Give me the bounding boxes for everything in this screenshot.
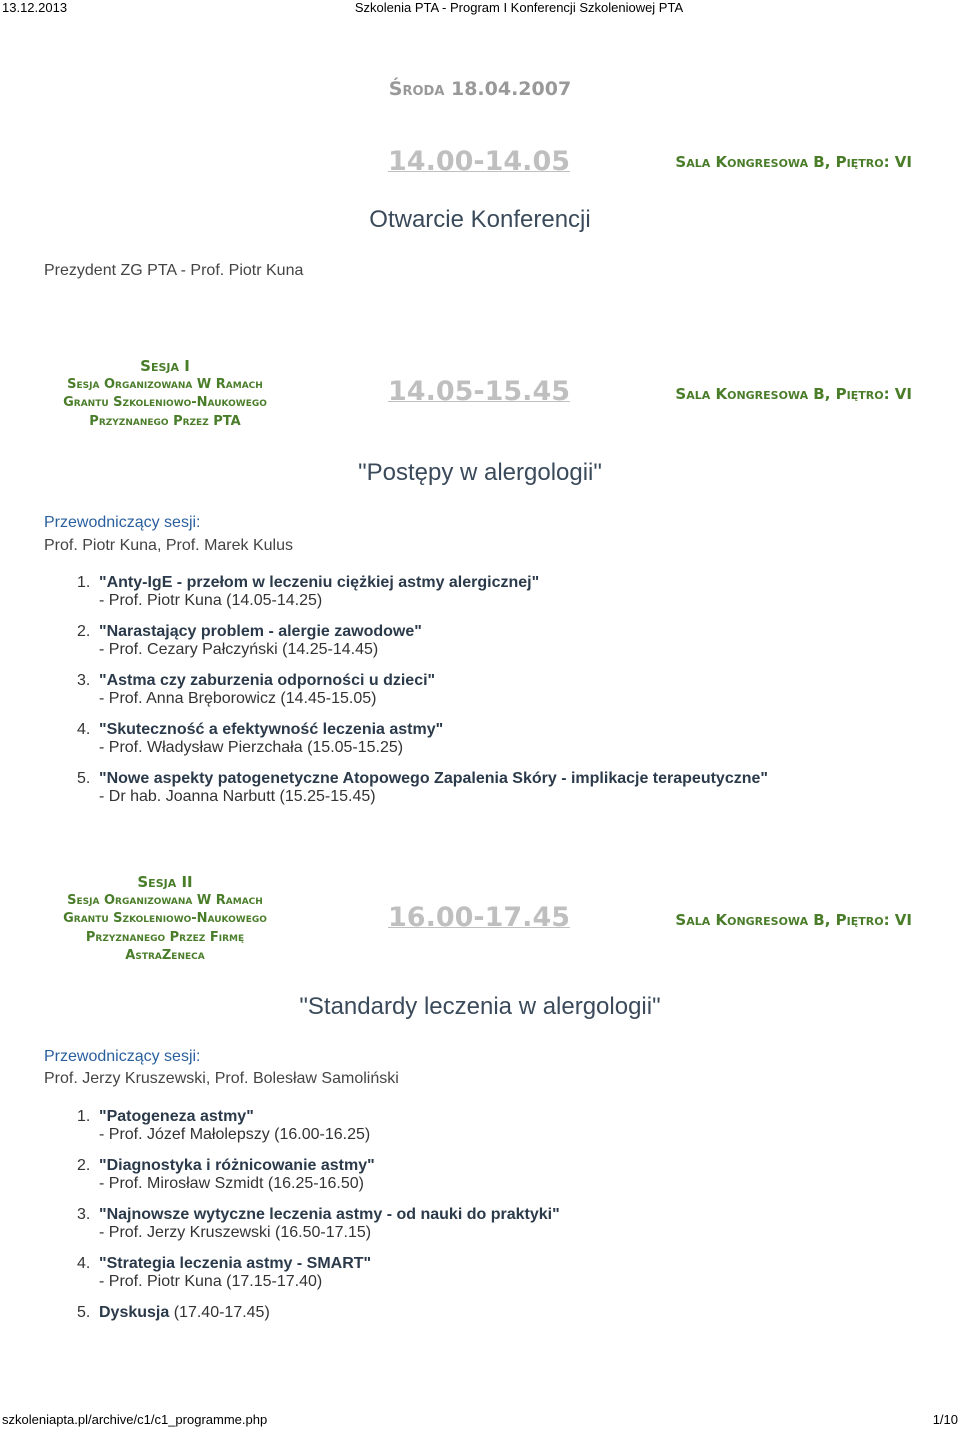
item-number: 5.: [77, 770, 91, 787]
session1-label: [48, 357, 282, 431]
opening-time-link[interactable]: 14.00-14.05: [388, 146, 571, 177]
talk-speaker: - Prof. Cezary Pałczyński (14.25-14.45): [99, 641, 379, 658]
session2-label-line1: Sesja II: [137, 873, 193, 891]
session2-chair-label: [44, 1048, 201, 1066]
chair-label-text: Przewodniczący sesji:: [44, 514, 201, 531]
print-url: szkoleniapta.pl/archive/c1/c1_programme.php: [2, 1412, 268, 1427]
session2-label-line3: Grantu Szkoleniowo-Naukowego: [63, 911, 267, 926]
session1-label-line1: Sesja I: [140, 357, 190, 375]
talk-speaker: - Prof. Piotr Kuna (17.15-17.40): [99, 1273, 323, 1290]
list-item: [77, 1255, 560, 1291]
talk-title: "Diagnostyka i różnicowanie astmy": [99, 1157, 375, 1174]
session2-talk-list: [77, 1108, 560, 1322]
talk-speaker: - Dr hab. Joanna Narbutt (15.25-15.45): [99, 788, 376, 805]
list-item: [77, 574, 768, 610]
session1-label-line4: Przyznanego Przez PTA: [89, 413, 241, 429]
session2-label-line4: Przyznanego Przez Firmę: [85, 929, 245, 945]
chair-label-text: Przewodniczący sesji:: [44, 1048, 201, 1065]
talk-title: "Patogeneza astmy": [99, 1108, 254, 1125]
talk-speaker: - Prof. Jerzy Kruszewski (16.50-17.15): [99, 1224, 372, 1241]
item-number: 5.: [77, 1304, 91, 1321]
list-item: [77, 1206, 560, 1242]
item-number: 4.: [77, 1255, 91, 1272]
talk-title: "Strategia leczenia astmy - SMART": [99, 1255, 372, 1272]
talk-speaker: - Prof. Anna Bręborowicz (14.45-15.05): [99, 690, 377, 707]
session1-title: "Postępy w alergologii": [358, 459, 602, 486]
list-item: [77, 623, 768, 659]
print-page-title: Szkolenia PTA - Program I Konferencji Szkoleniowej PTA: [354, 0, 684, 15]
item-number: 1.: [77, 1108, 91, 1125]
session2-room: Sala Kongresowa B, Piętro: VI: [675, 911, 912, 929]
print-page-count: 1/10: [932, 1412, 958, 1427]
session1-label-line2: Sesja Organizowana W Ramach: [67, 376, 263, 392]
session2-label-line2: Sesja Organizowana W Ramach: [67, 892, 263, 908]
talk-title: "Anty-IgE - przełom w leczeniu ciężkiej astmy alergicznej": [99, 574, 540, 591]
print-date: 13.12.2013: [2, 0, 68, 15]
item-number: 3.: [77, 672, 91, 689]
list-item: [77, 1304, 560, 1322]
opening-speaker: Prezydent ZG PTA - Prof. Piotr Kuna: [44, 262, 304, 279]
talk-title: "Astma czy zaburzenia odporności u dzieci": [99, 672, 436, 689]
item-number: 4.: [77, 721, 91, 738]
talk-speaker: - Prof. Władysław Pierzchała (15.05-15.25): [99, 739, 404, 756]
list-item: [77, 770, 768, 806]
session2-label: [48, 873, 282, 966]
talk-speaker: - Prof. Mirosław Szmidt (16.25-16.50): [99, 1175, 364, 1192]
session2-chairs: Prof. Jerzy Kruszewski, Prof. Bolesław Samoliński: [44, 1070, 399, 1087]
list-item: [77, 672, 768, 708]
list-item: [77, 721, 768, 757]
session1-room: Sala Kongresowa B, Piętro: VI: [675, 385, 912, 403]
opening-room: Sala Kongresowa B, Piętro: VI: [675, 153, 912, 171]
opening-title: Otwarcie Konferencji: [369, 206, 591, 233]
talk-time: (17.40-17.45): [173, 1304, 270, 1321]
session1-time-link[interactable]: 14.05-15.45: [388, 376, 571, 407]
session1-talk-list: [77, 574, 768, 806]
talk-title: "Nowe aspekty patogenetyczne Atopowego Zapalenia Skóry - implikacje terapeutyczne": [99, 770, 768, 787]
item-number: 1.: [77, 574, 91, 591]
session1-label-line3: Grantu Szkoleniowo-Naukowego: [63, 395, 267, 410]
item-number: 2.: [77, 1157, 91, 1174]
list-item: [77, 1157, 560, 1193]
talk-speaker: - Prof. Józef Małolepszy (16.00-16.25): [99, 1126, 371, 1143]
list-item: [77, 1108, 560, 1144]
talk-title: "Narastający problem - alergie zawodowe": [99, 623, 422, 640]
item-number: 2.: [77, 623, 91, 640]
session2-time-link[interactable]: 16.00-17.45: [388, 902, 571, 933]
session1-chair-label: [44, 514, 201, 532]
talk-title: "Najnowsze wytyczne leczenia astmy - od nauki do praktyki": [99, 1206, 560, 1223]
day-heading: Środa 18.04.2007: [388, 78, 572, 100]
talk-title: Dyskusja: [99, 1304, 170, 1321]
session1-chairs: Prof. Piotr Kuna, Prof. Marek Kulus: [44, 537, 293, 554]
talk-speaker: - Prof. Piotr Kuna (14.05-14.25): [99, 592, 323, 609]
session2-title: "Standardy leczenia w alergologii": [299, 993, 661, 1020]
item-number: 3.: [77, 1206, 91, 1223]
session2-label-line5: AstraZeneca: [125, 948, 205, 963]
talk-title: "Skuteczność a efektywność leczenia astmy": [99, 721, 444, 738]
